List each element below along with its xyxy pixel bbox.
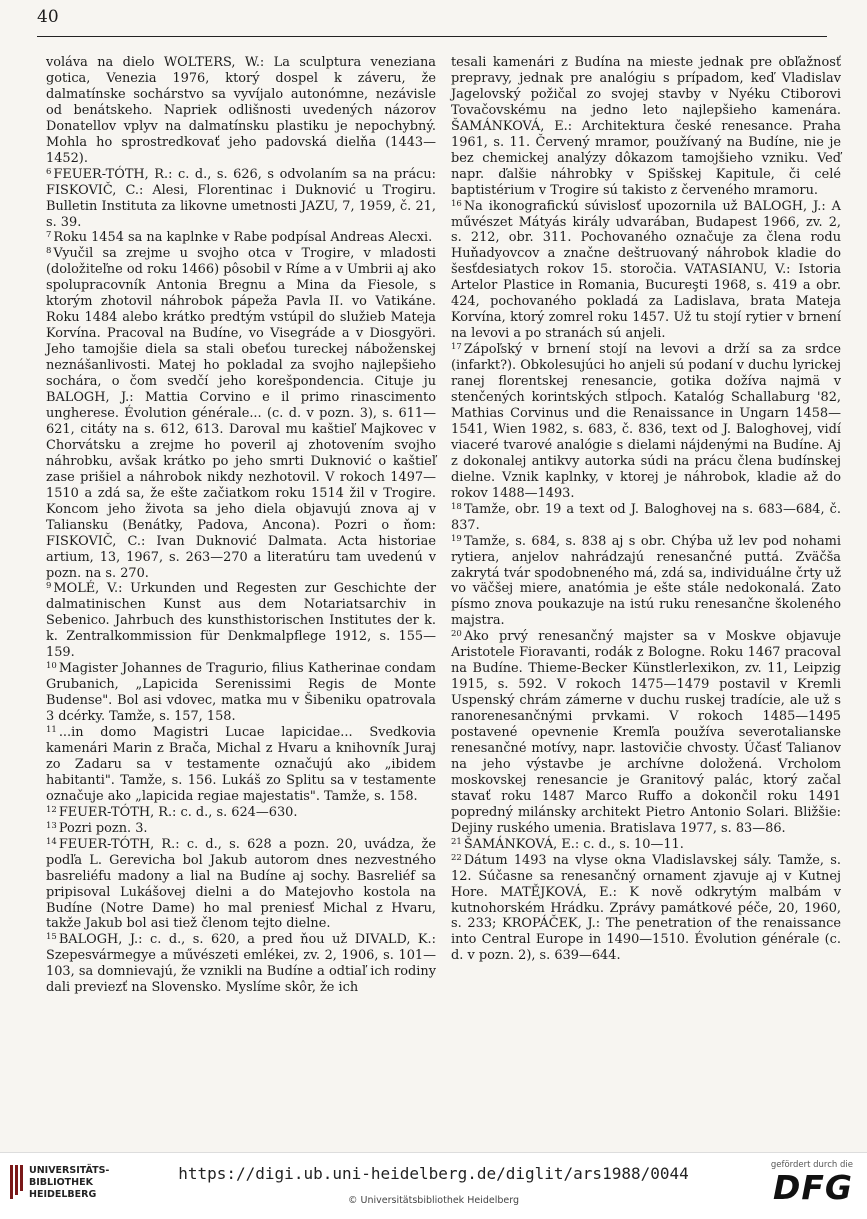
footnote-number: 9 [46, 581, 52, 592]
library-name-line3: HEIDELBERG [29, 1189, 97, 1200]
footnote-paragraph [46, 821, 436, 837]
footnote-paragraph [451, 534, 841, 630]
footnote-text: FEUER-TÓTH, R.: c. d., s. 624—630. [58, 804, 298, 820]
copyright-notice: © Universitätsbibliothek Heidelberg [347, 1195, 519, 1206]
footnote-paragraph [451, 837, 841, 853]
footnote-paragraph [46, 661, 436, 725]
footnote-paragraph [46, 581, 436, 661]
permalink-url[interactable]: https://digi.ub.uni-heidelberg.de/diglit/ars1988/0044 [178, 1164, 689, 1183]
footnote-text: FEUER-TÓTH, R.: c. d., s. 626, s odvolaním sa na prácu: FISKOVIČ, C.: Alesi, Florentinac i Duknović u Trogiru. Bulletin Instituta za likovne umetnosti JAZU, 7, 1959, č. 21, s. 39. [46, 166, 436, 230]
footnote-text: Zápoľský v brnení stojí na levovi a drží sa za srdce (infarkt?). Obkolesujúci ho anjeli sú podaní v duchu lyrickej ranej florentskej renesancie, gotika dožíva najmä v stenčených korintských stĺpoch. Katalóg Schallaburg '82, Mathias Corvinus und die Renaissance in Ungarn 1458—1541, Wien 1982, s. 683, č. 836, text od J. Baloghovej, vidí viaceré tvarové analógie s dielami nájdenými na Budíne. Aj z dokonalej antikvy autorka súdi na prácu člena budínskej dielne. Vznik kaplnky, v ktorej je náhrobok, kladie až do rokov 1488—1493. [451, 342, 841, 501]
footnote-paragraph [46, 932, 436, 996]
footnote-paragraph [46, 725, 436, 805]
footer-bar [0, 1152, 867, 1219]
footnote-number: 8 [46, 246, 52, 257]
footnote-text: BALOGH, J.: c. d., s. 620, a pred ňou už DIVALD, K.: Szepesvármegye a művészeti emlékei, zv. 2, 1906, s. 101—103, sa domnievajú, že vznikli na Budíne a odtiaľ ich rodiny dali previezť na Slovensko. Myslíme skôr, že ich [46, 932, 436, 996]
footnote-text: tesali kamenári z Budína na mieste jednak pre obľažnosť prepravy, jednak pre analógiu s prípadom, keď Vladislav Jagelovský požičal zo svojej stavby v Nyéku Ctiborovi Tovačovskému na jedno leto najlepšieho kamenára. ŠAMÁNKOVÁ, E.: Architektura české renesance. Praha 1961, s. 11. Červený mramor, používaný na Budíne, nie je bez chemickej analýzy dôkazom tamojšieho vzniku. Veď napr. ďalšie náhrobky v Spišskej Kapitule, či celé baptistérium v Trogire sú takisto z červeného mramoru. [451, 55, 841, 198]
library-name-line1: UNIVERSITÄTS- [29, 1165, 110, 1176]
footnote-number: 17 [451, 342, 462, 353]
footnote-number: 10 [46, 661, 57, 672]
footnote-paragraph [451, 342, 841, 502]
footnote-paragraph [46, 805, 436, 821]
footnote-text: Pozri pozn. 3. [58, 820, 148, 836]
footnote-text: ŠAMÁNKOVÁ, E.: c. d., s. 10—11. [463, 836, 684, 852]
left-column [46, 55, 436, 996]
footnote-text: Tamže, obr. 19 a text od J. Baloghovej na s. 683—684, č. 837. [451, 501, 841, 533]
top-rule [37, 36, 827, 37]
funding-notice [771, 1160, 853, 1206]
library-name-line2: BIBLIOTHEK [29, 1177, 93, 1188]
footnote-number: 6 [46, 166, 52, 177]
footnote-paragraph [451, 55, 841, 199]
footnote-text: Roku 1454 sa na kaplnke v Rabe podpísal Andreas Alecxi. [53, 230, 433, 246]
footnote-number: 21 [451, 836, 462, 847]
footnote-text: Dátum 1493 na vlyse okna Vladislavskej sály. Tamže, s. 12. Súčasne sa renesančný ornament zjavuje aj v Kutnej Hore. MATĚJKOVÁ, E.: K nově odkrytým malbám v kutnohorském Hrádku. Zprávy památkové péče, 20, 1960, s. 233; KROPÁČEK, J.: The penetration of the renaissance into Central Europe in 1490—1510. Évolution générale (c. d. v pozn. 2), s. 639—644. [451, 852, 841, 964]
footnote-text: MOLÉ, V.: Urkunden und Regesten zur Geschichte der dalmatinischen Kunst aus dem Notariatsarchiv in Sebenico. Jahrbuch des kunsthistorischen Institutes der k. k. Zentralkommission für Denkmalpflege 1912, s. 155—159. [46, 581, 436, 661]
dfg-logo: DFG [772, 1168, 853, 1207]
footnote-paragraph [46, 55, 436, 167]
footnote-number: 18 [451, 501, 462, 512]
footnote-number: 19 [451, 533, 462, 544]
funded-label: gefördert durch die [770, 1160, 853, 1170]
footnote-number: 15 [46, 932, 57, 943]
footnote-number: 20 [451, 629, 462, 640]
footnote-text: ...in domo Magistri Lucae lapicidae... Svedkovia kamenári Marin z Brača, Michal z Hvaru a knihovník Juraj zo Zadaru sa v testamente označujú ako „ibidem habitanti". Tamže, s. 156. Lukáš zo Splitu sa v testamente označuje ako „lapicida regiae majestatis". Tamže, s. 158. [46, 725, 436, 804]
footnote-number: 11 [46, 725, 57, 736]
footnote-paragraph [46, 167, 436, 231]
footnote-number: 7 [46, 230, 52, 241]
page-number: 40 [37, 7, 59, 27]
footnote-number: 14 [46, 836, 57, 847]
footnote-paragraph [451, 502, 841, 534]
footnote-paragraph [451, 199, 841, 343]
footnote-paragraph [46, 230, 436, 246]
footnote-paragraph [46, 246, 436, 581]
footnote-number: 16 [451, 198, 462, 209]
footnote-paragraph [46, 837, 436, 933]
footnote-text: Vyučil sa zrejme u svojho otca v Trogire, v mladosti (doložiteľne od roku 1466) pôsobil v Ríme a v Umbrii aj ako spolupracovník Antonia Bregnu a Mina da Fiesole, s ktorým zhotovil náhrobok pápeža Pavla II. vo Vatikáne. Roku 1484 alebo krátko predtým vstúpil do služieb Mateja Korvína. Pracoval na Budíne, vo Visegráde a v Diosgyöri. Jeho tamojšie diela sa stali obeťou tureckej náboženskej neznášanlivosti. Matej ho pokladal za svojho najlepšieho sochára, o čom svedčí jeho korešpondencia. Cituje ju BALOGH, J.: Mattia Corvino e il primo rinascimento ungherese. Évolution générale... (c. d. v pozn. 3), s. 611—621, citáty na s. 612, 613. Daroval mu kaštieľ Majkovec v Chorvátsku a zrejme ho poveril aj zhotovením svojho náhrobku, avšak krátko po jeho smrti Duknović o kaštieľ zase prišiel a náhrobok nikdy nezhotovil. V rokoch 1497—1510 a zdá sa, že ešte začiatkom roku 1514 žil v Trogire. Koncom jeho života sa jeho diela objavujú znova aj v Taliansku (Benátky, Padova, Ancona). Pozri o ňom: FISKOVIČ, C.: Ivan Duknović Dalmata. Acta historiae artium, 13, 1967, s. 263—270 a literatúru tam uvedenú v pozn. na s. 270. [46, 246, 436, 581]
footnote-paragraph [451, 629, 841, 836]
right-column [451, 55, 841, 964]
footnote-paragraph [451, 853, 841, 965]
footnote-number: 12 [46, 804, 57, 815]
footnote-text: FEUER-TÓTH, R.: c. d., s. 628 a pozn. 20, uvádza, že podľa L. Gerevicha bol Jakub autorom dnes nezvestného basreliéfu madony a lial na Budíne aj sochy. Basreliéf sa pripisoval Lukášovej dielni a do Matejovho kostola na Budíne (Notre Dame) ho mal preniesť Michal z Hvaru, takže Jakub bol asi tiež členom tejto dielne. [46, 836, 436, 932]
footnote-text: Ako prvý renesančný majster sa v Moskve objavuje Aristotele Fioravanti, rodák z Bologne. Roku 1467 pracoval na Budíne. Thieme-Becker Künstlerlexikon, zv. 11, Leipzig 1915, s. 592. V rokoch 1475—1479 postavil v Kremli Uspenský chrám zámerne v duchu ruskej tradície, ale už s ranorenesančnými prvkami. V rokoch 1485—1495 postavené opevnenie Kremľa používa severotalianske renesančné motívy, napr. lastovičie chvosty. Účasť Talianov na jeho výstavbe je archívne doložená. Vrcholom moskovskej renesancie je Granitový palác, ktorý začal stavať roku 1487 Marco Ruffo a dokončil roku 1491 popredný milánsky architekt Pietro Antonio Solari. Bližšie: Dejiny ruského umenia. Bratislava 1977, s. 83—86. [451, 629, 841, 836]
footnote-number: 22 [451, 852, 462, 863]
footnote-text: Magister Johannes de Tragurio, filius Katherinae condam Grubanich, „Lapicida Serenissimi Regis de Monte Budense". Bol asi vdovec, matka mu v Šibeniku opatrovala 3 dcérky. Tamže, s. 157, 158. [46, 661, 436, 725]
footnote-number: 13 [46, 820, 57, 831]
footnote-text: Na ikonografickú súvislosť upozornila už BALOGH, J.: A művészet Mátyás király udvarában, Budapest 1966, zv. 2, s. 212, obr. 311. Pochovaného označuje za člena rodu Huňadyovcov a značne deštruovaný náhrobok kladie do šesťdesiatych rokov 15. storočia. VATASIANU, V.: Istoria Artelor Plastice in Romania, Bucureşti 1968, s. 419 a obr. 424, pochovaného pokladá za Ladislava, brata Mateja Korvína, ktorý zomrel roku 1457. Už tu stojí rytier v brnení na levovi a po stranách sú anjeli. [451, 198, 841, 342]
footnote-text: Tamže, s. 684, s. 838 aj s obr. Chýba už lev pod nohami rytiera, anjelov nahrádzajú renesančné puttá. Zväčša zakrytá tvár spodobneného má, zdá sa, individuálne črty už vo väčšej miere, anatómia je ešte stále nedokonalá. Zato písmo znova poukazuje na istú ruku renesančne školeného majstra. [451, 533, 841, 629]
footnote-text: voláva na dielo WOLTERS, W.: La sculptura veneziana gotica, Venezia 1976, ktorý dospel k záveru, že dalmatínske sochárstvo sa vyvíjalo autonómne, nezávisle od benátskeho. Napriek odlišnosti uvedených názorov Donatellov vplyv na dalmatínsku plastiku je nepochybný. Mohla ho sprostredkovať jeho padovská dielňa (1443—1452). [46, 55, 436, 166]
